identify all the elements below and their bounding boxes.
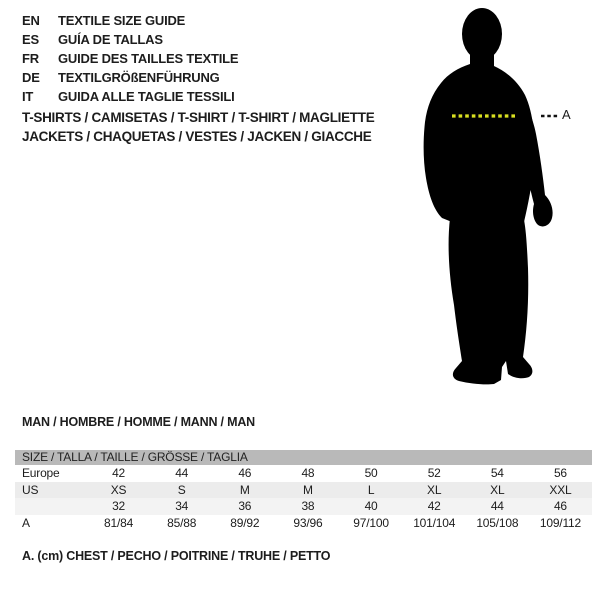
language-label: TEXTILE SIZE GUIDE [58,13,186,28]
table-cell: 40 [364,499,378,513]
table-row-chest-a [15,515,592,532]
table-cell: 109/112 [539,515,581,530]
table-cell: 44 [490,499,504,513]
table-cell: 81/84 [104,515,134,530]
category-line-tshirts: T-SHIRTS / CAMISETAS / T-SHIRT / T-SHIRT / MAGLIETTE [22,110,375,125]
table-cell: 46 [553,499,567,513]
table-cell: 38 [301,499,315,513]
row-label: Europe [22,466,60,480]
table-cell: 52 [427,466,441,480]
table-cell: 105/108 [476,515,519,530]
table-cell: 34 [175,499,189,513]
table-cell: 56 [553,466,567,480]
table-row-us [15,482,592,499]
language-row-it [22,87,238,106]
table-cell: 97/100 [353,515,389,530]
footnote-chest: A. (cm) CHEST / PECHO / POITRINE / TRUHE / PETTO [22,549,331,563]
language-code: FR [22,51,39,66]
table-cell: 85/88 [167,515,197,530]
language-label: GUIDA ALLE TAGLIE TESSILI [58,89,235,104]
table-row-europe [15,465,592,482]
language-label: GUIDE DES TAILLES TEXTILE [58,51,239,66]
section-title-man: MAN / HOMBRE / HOMME / MANN / MAN [22,415,255,429]
table-cell: M [303,482,313,497]
table-cell: 50 [364,466,378,480]
language-row-fr [22,49,238,68]
size-table-header-label: SIZE / TALLA / TAILLE / GRÖSSE / TAGLIA [22,450,248,464]
language-code: EN [22,13,40,28]
row-label: US [22,482,39,497]
table-cell: 93/96 [293,515,323,530]
category-line-jackets: JACKETS / CHAQUETAS / VESTES / JACKEN / GIACCHE [22,129,372,144]
table-cell: 42 [427,499,441,513]
table-cell: XS [110,482,127,497]
language-row-en [22,11,238,30]
language-label: GUÍA DE TALLAS [58,32,163,47]
table-cell: S [177,482,186,497]
language-label: TEXTILGRÖßENFÜHRUNG [58,70,220,85]
language-list [22,11,238,106]
table-cell: 32 [112,499,126,513]
size-table [15,450,592,531]
table-cell: 48 [301,466,315,480]
table-cell: 42 [112,466,126,480]
measure-label-a: A [562,107,571,122]
table-cell: 36 [238,499,252,513]
table-cell: XL [427,482,442,497]
table-row-numeric [15,498,592,515]
row-label: A [22,515,30,530]
language-row-es [22,30,238,49]
language-code: ES [22,32,39,47]
table-cell: XL [490,482,505,497]
table-cell: XXL [549,482,572,497]
table-cell: 46 [238,466,252,480]
language-code: DE [22,70,40,85]
category-heading [22,108,374,146]
table-cell: L [367,482,375,497]
table-cell: 44 [175,466,189,480]
table-cell: M [239,482,250,497]
language-code: IT [22,89,34,104]
size-table-header [15,450,592,465]
language-row-de [22,68,238,87]
row-label [15,498,87,515]
table-cell: 101/104 [413,515,456,530]
man-silhouette [410,5,570,390]
table-cell: 89/92 [230,515,260,530]
table-cell: 54 [490,466,504,480]
